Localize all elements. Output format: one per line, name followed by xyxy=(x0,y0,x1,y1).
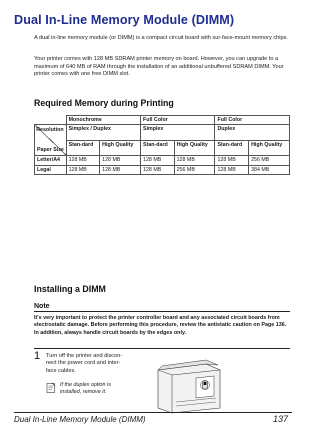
table-row-label: Legal xyxy=(35,165,67,174)
table-corner-paper-size: Paper Size xyxy=(37,147,64,153)
table-sub-header: Simplex xyxy=(141,125,215,141)
table-group-header-row xyxy=(35,116,290,125)
required-memory-heading: Required Memory during Printing xyxy=(34,98,174,108)
table-sub-header: Duplex xyxy=(215,125,290,141)
table-group-header: Full Color xyxy=(141,116,215,125)
note-text: It's very important to protect the printer controller board and any associated circuit boards from electrostatic damage. Before performing this procedure, review the antistatic caution on Page 136. In addition, always handle circuit boards by the edges only. xyxy=(34,315,287,336)
table-res-header: Stan-dard xyxy=(66,140,100,156)
table-cell: 256 MB xyxy=(249,156,290,165)
note-divider xyxy=(34,348,290,349)
table-cell: 128 MB xyxy=(215,165,249,174)
footer-section-title: Dual In-Line Memory Module (DIMM) xyxy=(14,415,146,424)
table-cell: 128 MB xyxy=(100,165,141,174)
note-pad-icon xyxy=(46,382,56,393)
table-res-header: Stan-dard xyxy=(141,140,175,156)
table-row-label: Letter/A4 xyxy=(35,156,67,165)
installing-dimm-heading: Installing a DIMM xyxy=(34,284,106,294)
step-number: 1 xyxy=(34,350,41,362)
table-row xyxy=(35,156,290,165)
note-label: Note xyxy=(34,303,290,312)
footer-divider xyxy=(14,412,292,413)
table-group-header: Monochrome xyxy=(66,116,140,125)
table-corner-resolution: Resolution xyxy=(36,127,64,134)
table-cell: 128 MB xyxy=(141,165,175,174)
table-cell: 384 MB xyxy=(249,165,290,174)
table-cell: 128 MB xyxy=(215,156,249,165)
page-title: Dual In-Line Memory Module (DIMM) xyxy=(14,13,235,27)
printer-illustration xyxy=(148,356,228,414)
table-cell: 256 MB xyxy=(174,165,215,174)
intro-paragraph: A dual in-line memory module (or DIMM) is a compact circuit board with sur-face-mount memory chips. xyxy=(34,35,288,41)
page-number: 137 xyxy=(272,414,288,424)
table-res-header: High Quality xyxy=(100,140,141,156)
table-res-header: High Quality xyxy=(174,140,215,156)
table-resolution-row xyxy=(35,140,290,156)
table-cell: 128 MB xyxy=(100,156,141,165)
table-corner-cell xyxy=(35,125,67,156)
table-res-header: Stan-dard xyxy=(215,140,249,156)
table-sub-header: Simplex / Duplex xyxy=(66,125,140,141)
table-cell: 128 MB xyxy=(66,165,100,174)
step-note-text: If the duplex option is installed, remove it. xyxy=(60,382,111,396)
table-row xyxy=(35,165,290,174)
table-cell: 128 MB xyxy=(141,156,175,165)
table-cell: 128 MB xyxy=(174,156,215,165)
table-group-header: Full Color xyxy=(215,116,290,125)
table-cell: 128 MB xyxy=(66,156,100,165)
table-res-header: High Quality xyxy=(249,140,290,156)
memory-table xyxy=(34,115,290,175)
table-sub-header-row xyxy=(35,125,290,141)
body-paragraph: Your printer comes with 128 MB SDRAM printer memory on board. However, you can upgrade to a maximum of 640 MB of RAM through the installation of an additional unbuffered SDRAM DIMM. Your printer comes with one free DIMM slot. xyxy=(34,56,284,78)
step-text: Turn off the printer and discon-nect the power cord and inter-face cables. xyxy=(46,353,123,374)
table-empty-cell xyxy=(35,116,67,125)
